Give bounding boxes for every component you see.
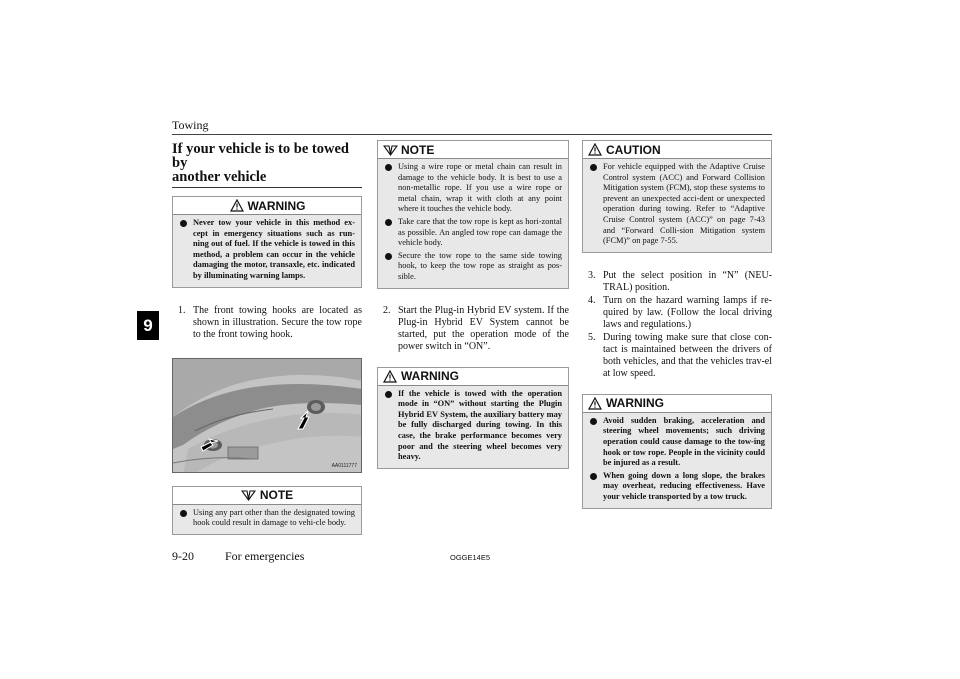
footer-section: For emergencies <box>225 549 305 563</box>
towing-hook-illustration <box>172 358 362 473</box>
note-header <box>378 141 568 159</box>
header-rule <box>172 134 772 135</box>
caution-body <box>583 159 771 252</box>
section-title: If your vehicle is to be towed by another vehicle <box>172 141 349 185</box>
step-3: 3. Put the select position in “N” (NEU-TRAL) position. <box>588 269 772 293</box>
bullet <box>385 164 392 171</box>
step-1: 1. The front towing hooks are located as shown in illustration. Secure the tow rope to the front towing hook. <box>178 304 362 340</box>
note-header <box>173 487 361 505</box>
warning-label: WARNING <box>247 198 306 213</box>
chapter-tab: 9 <box>137 311 159 340</box>
note-item: Secure the tow rope to the same side towing hook, to keep the tow rope as straight as pos-sible. <box>384 251 562 283</box>
warning-triangle-icon <box>382 369 398 383</box>
bullet <box>590 418 597 425</box>
illustration-code: AA0111777 <box>331 462 357 469</box>
caution-item: For vehicle equipped with the Adaptive Cruise Control system (ACC) and Forward Collision Mitigation system (FCM), stop these systems to prevent an unexpected acci-dent or unexpected operation during towing. Refer to “Adaptive Cruise Control system (ACC)” on page 7-43 and “Forward Colli-sion Mitigation system (FCM)” on page 7-55. <box>589 162 765 247</box>
column-2 <box>377 140 569 469</box>
warning-item: If the vehicle is towed with the operation mode in “ON” without starting the Plugin Hybrid EV System, the auxiliary battery may be fully discharged during towing. In this case, the brake performance becomes very poor and the steering wheel becomes very heavy. <box>384 389 562 463</box>
bullet <box>590 164 597 171</box>
note-box <box>172 486 362 535</box>
note-item: Using a wire rope or metal chain can result in damage to the vehicle body. It is best to use a non-metallic rope. If you use a wire rope or metal chain, wrap it with cloth at any point where it touches the vehicle body. <box>384 162 562 215</box>
section-rule <box>172 187 362 188</box>
column-3 <box>582 140 772 509</box>
warning-label: WARNING <box>606 396 664 411</box>
warning-item: When going down a long slope, the brakes may overheat, reducing effectiveness. Have your vehicle transported by a tow truck. <box>589 471 765 503</box>
document-code: OGGE14E5 <box>450 553 491 562</box>
warning-item: Avoid sudden braking, acceleration and steering wheel movements; such driving operation could cause damage to the tow-ing hook or tow rope. People in the vicinity could be injured as a result. <box>589 416 765 469</box>
warning-triangle-icon <box>587 396 603 410</box>
warning-body <box>378 386 568 468</box>
warning-box <box>377 367 569 469</box>
warning-triangle-icon <box>229 199 245 213</box>
bullet <box>385 253 392 260</box>
caution-box <box>582 140 772 253</box>
warning-triangle-icon <box>587 143 603 157</box>
note-label: NOTE <box>401 142 435 157</box>
step-4: 4. Turn on the hazard warning lamps if re-quired by law. (Follow the local driving laws and regulations.) <box>588 294 772 330</box>
caution-label: CAUTION <box>606 142 661 157</box>
bullet <box>385 391 392 398</box>
note-label: NOTE <box>259 488 294 503</box>
note-item: Using any part other than the designated towing hook could result in damage to vehi-cle body. <box>179 508 355 529</box>
warning-header <box>378 368 568 386</box>
caution-header <box>583 141 771 159</box>
bullet <box>180 220 187 227</box>
warning-body <box>583 413 771 508</box>
warning-body <box>173 215 361 287</box>
header-title: Towing <box>172 118 209 132</box>
note-box <box>377 140 569 289</box>
warning-box <box>172 196 362 288</box>
note-body <box>173 505 361 534</box>
bullet <box>385 219 392 226</box>
bullet <box>590 473 597 480</box>
step-2: 2. Start the Plug-in Hybrid EV system. If the Plug-in Hybrid EV System cannot be started, put the operation mode of the power switch in “ON”. <box>383 304 569 352</box>
warning-header <box>173 197 361 215</box>
bullet <box>180 510 187 517</box>
warning-header <box>583 395 771 413</box>
note-icon <box>241 488 257 502</box>
note-icon <box>382 143 398 157</box>
note-body <box>378 159 568 288</box>
page-number: 9-20 <box>172 549 194 563</box>
column-1 <box>172 140 362 535</box>
step-5: 5. During towing make sure that close con-tact is maintained between the drivers of both vehicles, and that the vehicles trav-el at low speed. <box>588 331 772 379</box>
note-item: Take care that the tow rope is kept as hori-zontal as possible. An angled tow rope can damage the vehicle body. <box>384 217 562 249</box>
warning-box <box>582 394 772 509</box>
warning-item: Never tow your vehicle in this method ex-cept in emergency situations such as run-ning out of fuel. If the vehicle is towed in this method, a problem can occur in the vehicle damaging the motor, transaxle, etc. indicated by illuminating warning lamps. <box>179 218 355 282</box>
warning-label: WARNING <box>401 369 459 384</box>
